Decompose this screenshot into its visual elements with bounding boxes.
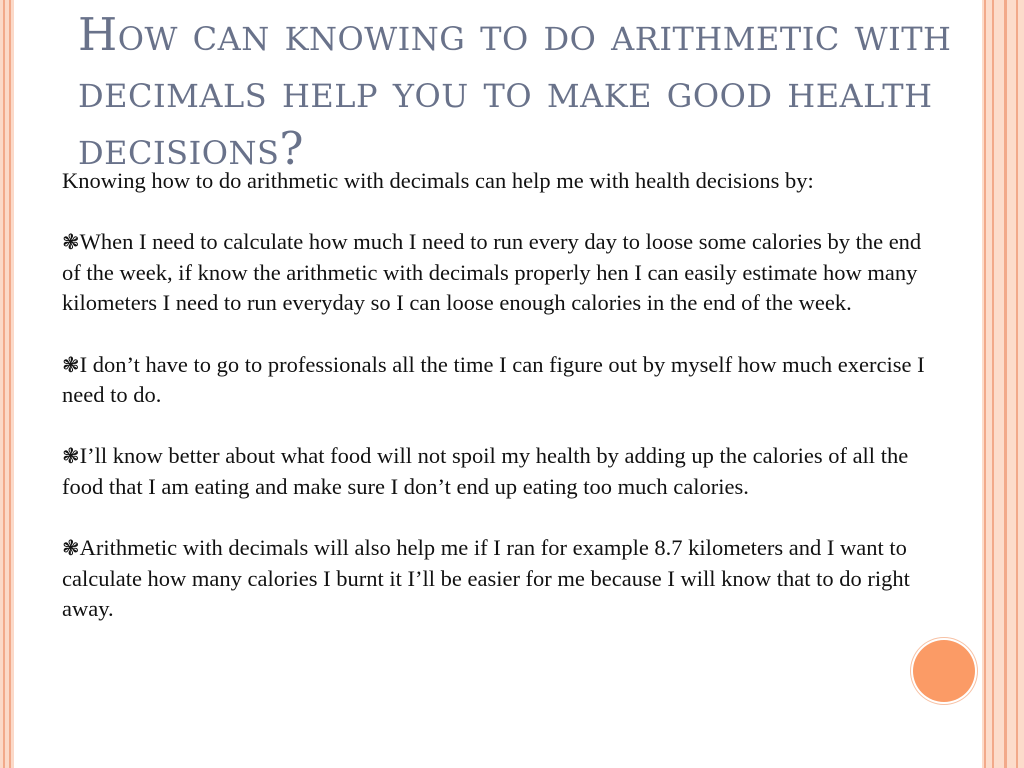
slide-title: How can knowing to do arithmetic with decimals help you to make good health decisions? xyxy=(78,8,952,175)
bullet-text: When I need to calculate how much I need to run every day to loose some calories by the end of the week, if know the arithmetic with decimals properly hen I can easily estimate how many kilometers I need to run everyday so I can loose enough calories in the end of the week. xyxy=(62,229,922,316)
flower-bullet-icon: ❃ xyxy=(62,444,80,469)
bullet-item xyxy=(62,441,942,502)
flower-bullet-icon: ❃ xyxy=(62,352,80,377)
spacer xyxy=(62,411,942,442)
bullet-item xyxy=(62,350,942,411)
stripe-line xyxy=(3,0,5,768)
bullet-item xyxy=(62,227,942,319)
spacer xyxy=(62,319,942,350)
left-decorative-stripes xyxy=(0,0,14,768)
stripe-line xyxy=(992,0,994,768)
intro-paragraph: Knowing how to do arithmetic with decimals can help me with health decisions by: xyxy=(62,168,814,193)
spacer xyxy=(62,197,942,228)
flower-bullet-icon: ❃ xyxy=(62,230,80,255)
slide-body xyxy=(62,166,942,625)
spacer xyxy=(62,503,942,534)
stripe-line xyxy=(1004,0,1007,768)
right-decorative-stripes xyxy=(982,0,1024,768)
flower-bullet-icon: ❃ xyxy=(62,536,80,561)
bullet-text: I’ll know better about what food will not spoil my health by adding up the calories of all the food that I am eating and make sure I don’t end up eating too much calories. xyxy=(62,443,909,499)
stripe-line xyxy=(9,0,11,768)
decorative-orange-circle xyxy=(913,640,975,702)
bullet-text: I don’t have to go to professionals all the time I can figure out by myself how much exercise I need to do. xyxy=(62,351,925,408)
bullet-text: Arithmetic with decimals will also help me if I ran for example 8.7 kilometers and I want to calculate how many calories I burnt it I’ll be easier for me because I will know that to do right away. xyxy=(62,535,910,622)
bullet-item xyxy=(62,533,942,625)
stripe-line xyxy=(984,0,986,768)
stripe-line xyxy=(1016,0,1018,768)
